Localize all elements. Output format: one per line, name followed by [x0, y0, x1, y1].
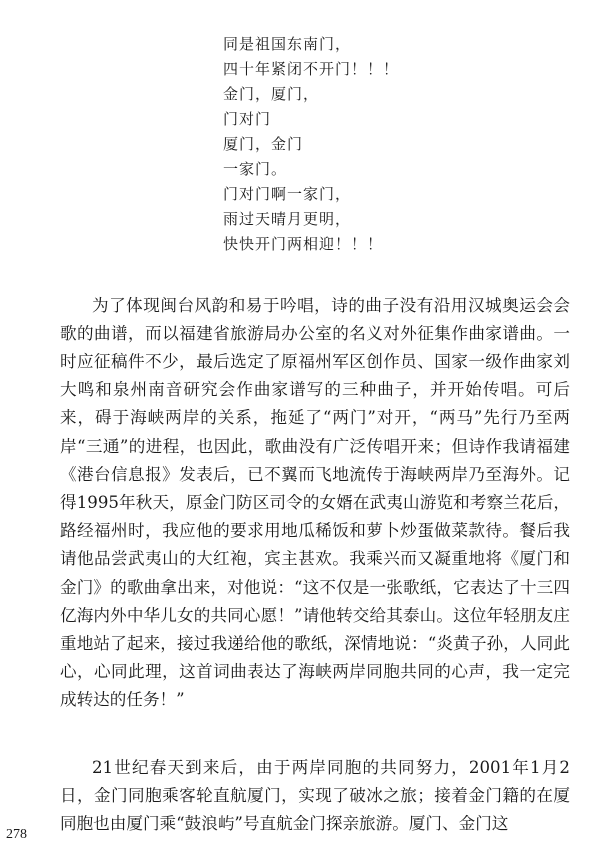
- poem-line-7: 门对门啊一家门，: [223, 185, 352, 203]
- poem-line-5: 厦门，金门: [223, 135, 304, 153]
- body-paragraph-1: 为了体现闽台风韵和易于吟唱，诗的曲子没有沿用汉城奥运会会歌的曲谱，而以福建省旅游局办公室的名义对外征集作曲家谱曲。一时应征稿件不少，最后选定了原福州军区创作员、国家一级作曲家刘大鸣和泉州南音研究会作曲家谱写的三种曲子，并开始传唱。可后来，碍于海峡两岸的关系，拖延了“两门”对开，“两马”先行乃至两岸“三通”的进程，也因此，歌曲没有广泛传唱开来；但诗作我请福建《港台信息报》发表后，已不翼而飞地流传于海峡两岸乃至海外。记得1995年秋天，原金门防区司令的女婿在武夷山游览和考察兰花后，路经福州时，我应他的要求用地瓜稀饭和萝卜炒蛋做菜款待。餐后我请他品尝武夷山的大红袍，宾主甚欢。我乘兴而又凝重地将《厦门和金门》的歌曲拿出来，对他说：“这不仅是一张歌纸，它表达了十三四亿海内外中华儿女的共同心愿！”请他转交给其泰山。这位年轻朋友庄重地站了起来，接过我递给他的歌纸，深情地说：“炎黄子孙，人同此心，心同此理，这首词曲表达了海峡两岸同胞共同的心声，我一定完成转达的任务！”: [60, 295, 570, 710]
- poem-line-1: 同是祖国东南门，: [223, 35, 352, 53]
- poem-line-9: 快快开门两相迎！！！: [223, 235, 384, 253]
- page-number: 278: [6, 827, 27, 842]
- poem-line-6: 一家门。: [223, 160, 288, 178]
- poem-line-2: 四十年紧闭不开门！！！: [223, 60, 400, 78]
- poem-line-8: 雨过天晴月更明，: [223, 210, 352, 228]
- body-paragraph-2: 21世纪春天到来后，由于两岸同胞的共同努力，2001年1月2日，金门同胞乘客轮直航厦门，实现了破冰之旅；接着金门籍的在厦同胞也由厦门乘“鼓浪屿”号直航金门探亲旅游。厦门、金门这: [60, 757, 570, 833]
- poem-block: [223, 32, 583, 257]
- poem-line-4: 门对门: [223, 110, 272, 128]
- poem-line-3: 金门，厦门，: [223, 85, 320, 103]
